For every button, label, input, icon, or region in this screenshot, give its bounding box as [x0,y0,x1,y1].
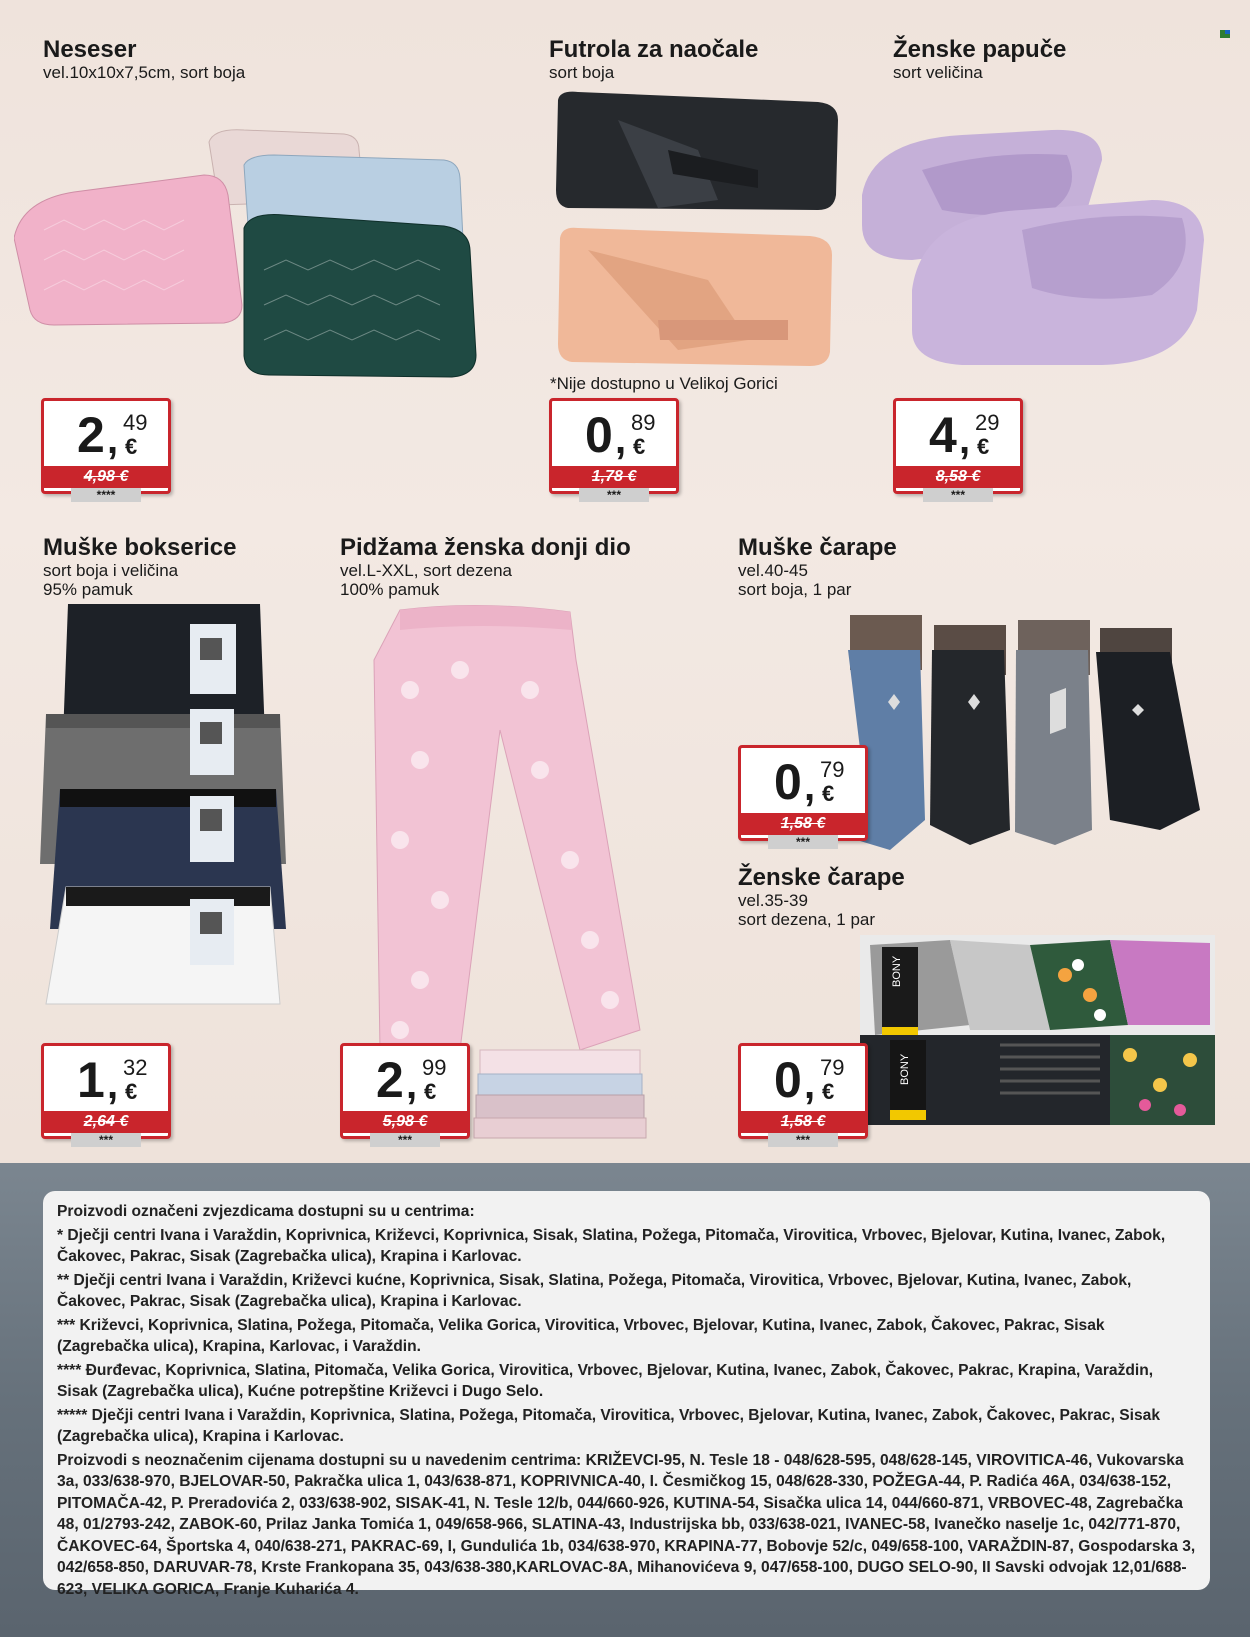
product-subtitle: 100% pamuk [340,580,440,599]
product-bokserice [43,535,236,599]
product-title: Muške čarape [738,534,897,561]
product-subtitle: sort dezena, 1 par [738,910,876,929]
product-title: Neseser [43,36,137,63]
price-whole: 0 [774,754,801,810]
price-whole: 0 [585,407,612,463]
info-line: **** Đurđevac, Koprivnica, Slatina, Pitomača, Velika Gorica, Virovitica, Vrbovec, Bjelovar, Kutina, Ivanec, Zabok, Čakovec, Pakrac, Krapina, Varaždin, Sisak (Zagrebačka ulica), Kućne potrepštine Križevci i Dugo Selo. [57,1361,1154,1400]
price-tag: 0 , 89 € 1,78 € *** [549,398,679,498]
price-tag: 1 , 32 € 2,64 € *** [41,1043,171,1143]
product-subtitle: sort boja i veličina [43,561,179,580]
info-line: ** Dječji centri Ivana i Varaždin, Križevci kućne, Koprivnica, Sisak, Slatina, Požega, Pitomača, Virovitica, Vrbovec, Bjelovar, Kutina, Ivanec, Zabok, Čakovec, Pakrac, Sisak (Zagrebačka ulica), Krapina i Karlovac. [57,1271,1132,1310]
product-subtitle: sort veličina [893,63,983,82]
price-currency: € [424,1079,437,1104]
price-whole: 2 [376,1052,403,1108]
availability-stars: *** [768,1133,838,1147]
price-tag: 0 , 79 € 1,58 € *** [738,1043,868,1143]
product-zenske-carape [738,865,905,929]
info-line: ***** Dječji centri Ivana i Varaždin, Koprivnica, Slatina, Požega, Pitomača, Virovitica, Vrbovec, Bjelovar, Kutina, Ivanec, Zabok, Čakovec, Pakrac, Sisak (Zagrebačka ulica), Krapina i Karlovac. [57,1406,1161,1445]
sock-brand-label: BONY [899,1053,911,1085]
availability-stars: *** [370,1133,440,1147]
womens-socks-image [860,935,1215,1130]
price-whole: 0 [774,1052,801,1108]
info-line: *** Križevci, Koprivnica, Slatina, Požega, Pitomača, Velika Gorica, Virovitica, Vrbovec, Bjelovar, Kutina, Ivanec, Zabok, Čakovec, Pakrac, Sisak (Zagrebačka ulica), Krapina, Karlovac, i Varaždin. [57,1316,1105,1355]
mens-socks-image [820,610,1210,850]
price-whole: 2 [77,407,104,463]
price-currency: € [633,434,646,459]
price-cents: 99 [422,1055,447,1080]
price-cents: 29 [975,410,1000,435]
product-subtitle: vel.40-45 [738,561,808,580]
price-cents: 49 [123,410,148,435]
product-papuce [893,37,1066,82]
price-cents: 32 [123,1055,148,1080]
price-currency: € [977,434,990,459]
price-tag: 0 , 79 € 1,58 € *** [738,745,868,845]
glasses-case-image [548,90,848,370]
product-subtitle: sort boja, 1 par [738,580,852,599]
old-price: 5,98 € [340,1111,470,1133]
old-price: 1,58 € [738,813,868,835]
availability-stars: *** [768,835,838,849]
price-whole: 4 [929,407,956,463]
availability-note: *Nije dostupno u Velikoj Gorici [550,374,778,393]
sock-brand-label: BONY [891,955,903,987]
info-line: * Dječji centri Ivana i Varaždin, Koprivnica, Križevci, Koprivnica, Sisak, Slatina, Požega, Pitomača, Virovitica, Vrbovec, Bjelovar, Kutina, Ivanec, Zabok, Čakovec, Pakrac, Sisak (Zagrebačka ulica), Krapina i Karlovac. [57,1226,1166,1265]
product-title: Ženske papuče [893,36,1067,63]
price-currency: € [125,434,138,459]
old-price: 1,58 € [738,1111,868,1133]
product-pidzama [340,535,631,599]
availability-stars: **** [71,488,141,502]
old-price: 1,78 € [549,466,679,488]
store-list: Proizvodi s neoznačenim cijenama dostupni su u navedenim centrima: KRIŽEVCI-95, N. Tesle 18 - 048/628-595, 048/628-145, VIROVITICA-46, Vukovarska 3a, 033/638-970, BJELOVAR-50, Pakračka ulica 1, 043/638-871, KOPRIVNICA-40, I. Česmičkog 15, 048/628-330, POŽEGA-44, P. Radića 46A, 034/638-152, PITOMAČA-42, P. Preradovića 2, 033/638-902, SISAK-41, N. Tesle 12/b, 044/660-926, KUTINA-54, Sisačka ulica 14, 044/660-871, VRBOVEC-48, Zagrebačka 48, 01/2793-242, ZABOK-60, Prilaz Janka Tomića 1, 049/658-966, SLATINA-43, Industrijska bb, 033/638-021, IVANEC-58, Ivanečko naselje 1c, 042/771-870, ČAKOVEC-64, Športska 4, 040/638-271, PAKRAC-69, I, Gundulića 1b, 034/638-970, KRAPINA-77, Bobovje 52/c, 049/658-100, VARAŽDIN-87, Gospodarska 3, 042/658-850, DARUVAR-78, Krste Frankopana 35, 043/638-380,KARLOVAC-8A, Mihanovićeva 9, 047/658-100, DUGO SELO-90, II Savski odvojak 12,01/688-623, VELIKA GORICA, Franje Kuharića 4. [57,1451,1196,1598]
price-cents: 79 [820,1055,845,1080]
flag-icon [1220,30,1230,38]
product-title: Futrola za naočale [549,36,759,63]
old-price: 4,98 € [41,466,171,488]
price-tag: 2 , 49 € 4,98 € **** [41,398,171,498]
availability-stars: *** [923,488,993,502]
product-subtitle: vel.L-XXL, sort dezena [340,561,512,580]
product-subtitle: sort boja [549,63,615,82]
info-heading: Proizvodi označeni zvjezdicama dostupni su u centrima: [57,1203,475,1220]
product-futrola [549,37,758,82]
price-tag: 2 , 99 € 5,98 € *** [340,1043,470,1143]
product-muske-carape [738,535,897,599]
price-currency: € [822,1079,835,1104]
product-title: Ženske čarape [738,864,905,891]
availability-stars: *** [579,488,649,502]
cosmetic-bag-image [14,120,484,395]
product-title: Muške bokserice [43,534,237,561]
slippers-image [852,100,1212,375]
availability-info-box [43,1191,1210,1598]
old-price: 2,64 € [41,1111,171,1133]
product-subtitle: vel.10x10x7,5cm, sort boja [43,63,246,82]
availability-stars: *** [71,1133,141,1147]
price-currency: € [125,1079,138,1104]
product-subtitle: vel.35-39 [738,891,808,910]
price-tag: 4 , 29 € 8,58 € *** [893,398,1023,498]
product-neseser [43,37,245,82]
old-price: 8,58 € [893,466,1023,488]
product-title: Pidžama ženska donji dio [340,534,631,561]
product-subtitle: 95% pamuk [43,580,133,599]
boxers-image [40,604,295,1009]
price-cents: 89 [631,410,656,435]
price-currency: € [822,781,835,806]
price-cents: 79 [820,757,845,782]
price-whole: 1 [77,1052,104,1108]
